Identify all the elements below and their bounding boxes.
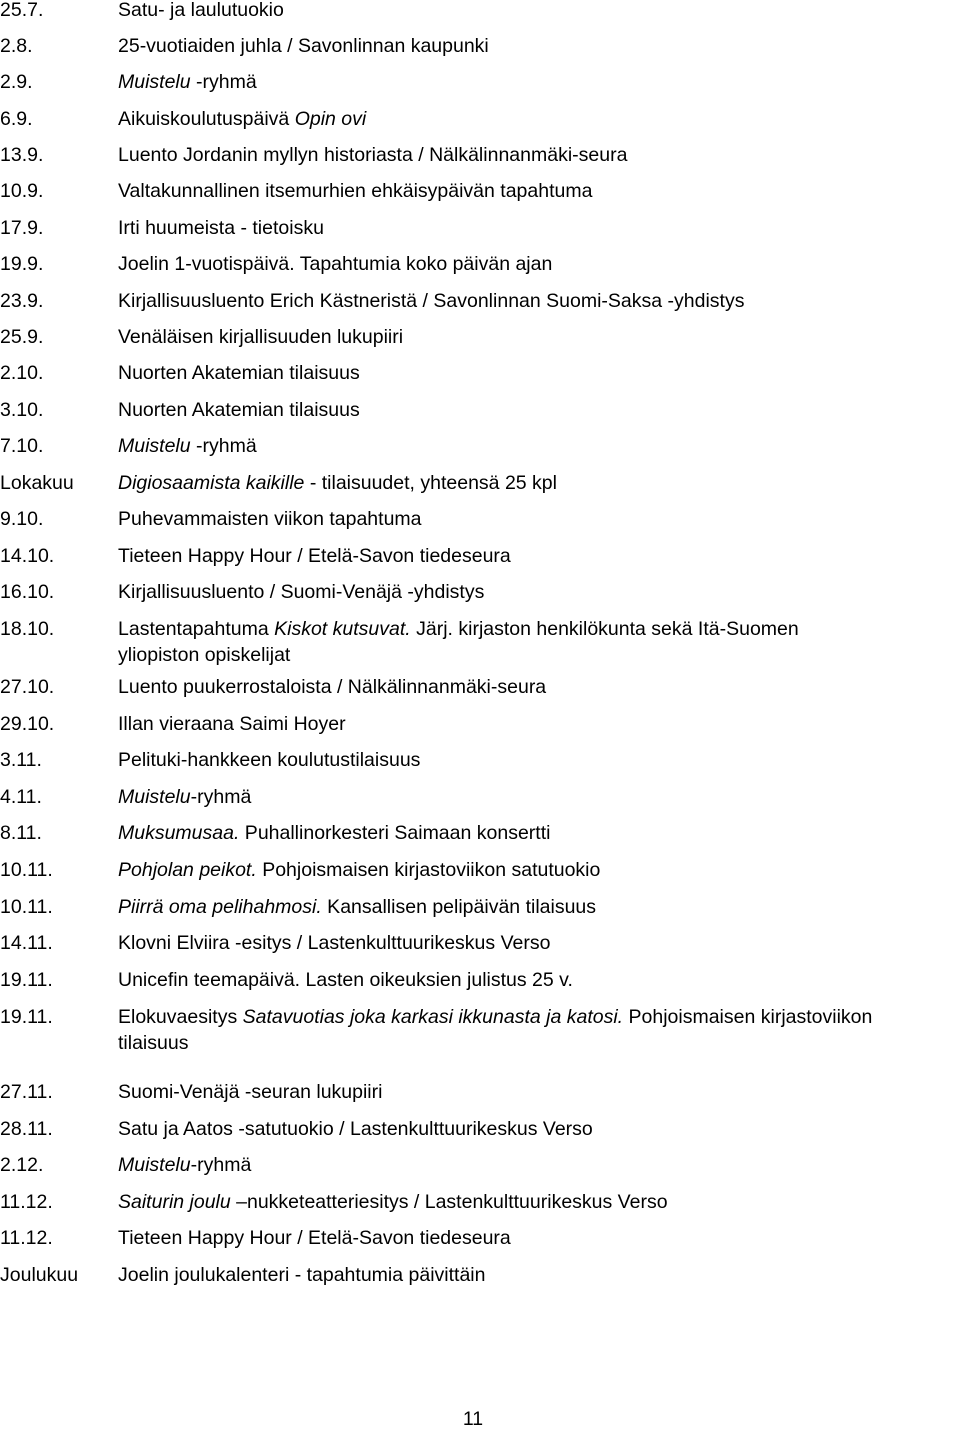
event-date: 3.10.: [0, 399, 44, 421]
event-text: Tieteen Happy Hour / Etelä-Savon tiedeseura: [118, 545, 511, 567]
event-description: [118, 1189, 668, 1215]
event-title-italic: Muistelu: [118, 1154, 191, 1176]
event-date: 9.10.: [0, 508, 44, 530]
event-date: 19.11.: [0, 1006, 53, 1028]
event-date: 10.11.: [0, 896, 53, 918]
event-text: -ryhmä: [190, 435, 257, 457]
event-description: [118, 251, 552, 277]
event-date: 16.10.: [0, 581, 55, 603]
event-date: 10.11.: [0, 859, 53, 881]
event-text: Nuorten Akatemian tilaisuus: [118, 399, 360, 421]
event-description: [118, 543, 511, 569]
event-description: [118, 142, 627, 168]
event-date: 10.9.: [0, 180, 44, 202]
event-date: 28.11.: [0, 1118, 53, 1140]
event-text: Kirjallisuusluento Erich Kästneristä / Savonlinnan Suomi-Saksa -yhdistys: [118, 290, 745, 312]
event-date: 17.9.: [0, 217, 44, 239]
event-text: Pohjoismaisen kirjastoviikon: [623, 1006, 873, 1028]
event-date: 4.11.: [0, 786, 42, 808]
event-date: 2.8.: [0, 35, 33, 57]
event-description: [118, 360, 360, 386]
event-title-italic: Kiskot kutsuvat.: [274, 618, 411, 640]
event-date: Lokakuu: [0, 472, 74, 494]
event-text: Nuorten Akatemian tilaisuus: [118, 362, 360, 384]
event-text: Luento Jordanin myllyn historiasta / Nälkälinnanmäki-seura: [118, 144, 628, 166]
event-description: [118, 616, 799, 668]
event-text: Puhevammaisten viikon tapahtuma: [118, 508, 422, 530]
event-text: Elokuvaesitys: [118, 1006, 243, 1028]
event-text: Valtakunnallinen itsemurhien ehkäisypäivän tapahtuma: [118, 180, 593, 202]
event-description: [118, 106, 366, 132]
event-text: Tieteen Happy Hour / Etelä-Savon tiedeseura: [118, 1227, 511, 1249]
event-description: [118, 1079, 382, 1105]
event-text: Aikuiskoulutuspäivä: [118, 108, 295, 130]
event-description: [118, 1152, 251, 1178]
event-description: [118, 1225, 511, 1251]
event-text: Joelin joulukalenteri - tapahtumia päivittäin: [118, 1264, 486, 1286]
event-text: –nukketeatteriesitys / Lastenkulttuurikeskus Verso: [230, 1191, 668, 1213]
event-description: [118, 967, 573, 993]
event-text: - tilaisuudet, yhteensä 25 kpl: [304, 472, 557, 494]
event-description: [118, 674, 546, 700]
event-date: 14.11.: [0, 932, 53, 954]
event-description: [118, 1004, 872, 1056]
event-text-continued: tilaisuus: [118, 1032, 189, 1054]
event-date: 2.12.: [0, 1154, 44, 1176]
event-text: Venäläisen kirjallisuuden lukupiiri: [118, 326, 404, 348]
event-description: [118, 397, 360, 423]
event-title-italic: Muistelu: [118, 71, 191, 93]
event-description: [118, 711, 346, 737]
event-text: Irti huumeista - tietoisku: [118, 217, 324, 239]
event-text: 25-vuotiaiden juhla / Savonlinnan kaupunki: [118, 35, 489, 57]
event-title-italic: Satavuotias joka karkasi ikkunasta ja katosi.: [242, 1006, 624, 1028]
event-date: 14.10.: [0, 545, 55, 567]
event-title-italic: Pohjolan peikot.: [118, 859, 257, 881]
event-date: 2.9.: [0, 71, 33, 93]
event-description: [118, 178, 592, 204]
event-description: [118, 930, 550, 956]
event-date: 29.10.: [0, 713, 55, 735]
event-description: [118, 69, 257, 95]
event-description: [118, 33, 489, 59]
event-description: [118, 0, 284, 23]
event-description: [118, 894, 596, 920]
event-description: [118, 506, 422, 532]
event-date: 6.9.: [0, 108, 33, 130]
event-text: Järj. kirjaston henkilökunta sekä Itä-Suomen: [410, 618, 799, 640]
event-description: [118, 215, 324, 241]
event-text: Illan vieraana Saimi Hoyer: [118, 713, 346, 735]
event-date: 3.11.: [0, 749, 42, 771]
event-title-italic: Opin ovi: [294, 108, 367, 130]
event-date: 13.9.: [0, 144, 44, 166]
event-description: [118, 747, 420, 773]
event-description: [118, 288, 744, 314]
page-number: 11: [462, 1408, 484, 1430]
event-title-italic: Muistelu: [118, 786, 191, 808]
event-title-italic: Muksumusaa.: [118, 822, 240, 844]
event-text-continued: yliopiston opiskelijat: [118, 644, 291, 666]
event-date: 11.12.: [0, 1191, 53, 1213]
event-text: Luento puukerrostaloista / Nälkälinnanmäki-seura: [118, 676, 547, 698]
event-description: [118, 470, 557, 496]
event-date: 19.9.: [0, 253, 44, 275]
event-date: 2.10.: [0, 362, 44, 384]
event-title-italic: Digiosaamista kaikille: [118, 472, 305, 494]
event-description: [118, 857, 600, 883]
event-date: 25.7.: [0, 0, 44, 21]
event-title-italic: Saiturin joulu: [118, 1191, 231, 1213]
event-date: 11.12.: [0, 1227, 53, 1249]
event-date: 27.10.: [0, 676, 55, 698]
event-text: Kansallisen pelipäivän tilaisuus: [321, 896, 597, 918]
event-date: 18.10.: [0, 618, 55, 640]
event-description: [118, 784, 251, 810]
event-text: Pelituki-hankkeen koulutustilaisuus: [118, 749, 421, 771]
event-title-italic: Muistelu: [118, 435, 191, 457]
event-description: [118, 324, 403, 350]
event-description: [118, 1116, 593, 1142]
event-description: [118, 433, 257, 459]
event-text: Joelin 1-vuotispäivä. Tapahtumia koko päivän ajan: [118, 253, 553, 275]
event-date: 27.11.: [0, 1081, 53, 1103]
event-date: Joulukuu: [0, 1264, 79, 1286]
event-date: 8.11.: [0, 822, 42, 844]
event-date: 19.11.: [0, 969, 53, 991]
event-text: Satu ja Aatos -satutuokio / Lastenkulttuurikeskus Verso: [118, 1118, 593, 1140]
event-date: 7.10.: [0, 435, 44, 457]
event-text: -ryhmä: [190, 1154, 252, 1176]
event-text: Pohjoismaisen kirjastoviikon satutuokio: [256, 859, 601, 881]
event-text: Unicefin teemapäivä. Lasten oikeuksien julistus 25 v.: [118, 969, 573, 991]
event-text: Kirjallisuusluento / Suomi-Venäjä -yhdistys: [118, 581, 485, 603]
event-description: [118, 1262, 485, 1288]
event-description: [118, 820, 550, 846]
event-text: Puhallinorkesteri Saimaan konsertti: [239, 822, 551, 844]
event-text: Suomi-Venäjä -seuran lukupiiri: [118, 1081, 383, 1103]
event-text: Klovni Elviira -esitys / Lastenkulttuurikeskus Verso: [118, 932, 551, 954]
event-description: [118, 579, 484, 605]
event-text: Lastentapahtuma: [118, 618, 275, 640]
event-date: 23.9.: [0, 290, 44, 312]
event-text: -ryhmä: [190, 71, 257, 93]
event-date: 25.9.: [0, 326, 44, 348]
event-text: Satu- ja laulutuokio: [118, 0, 284, 21]
event-title-italic: Piirrä oma pelihahmosi.: [118, 896, 322, 918]
event-text: -ryhmä: [190, 786, 252, 808]
